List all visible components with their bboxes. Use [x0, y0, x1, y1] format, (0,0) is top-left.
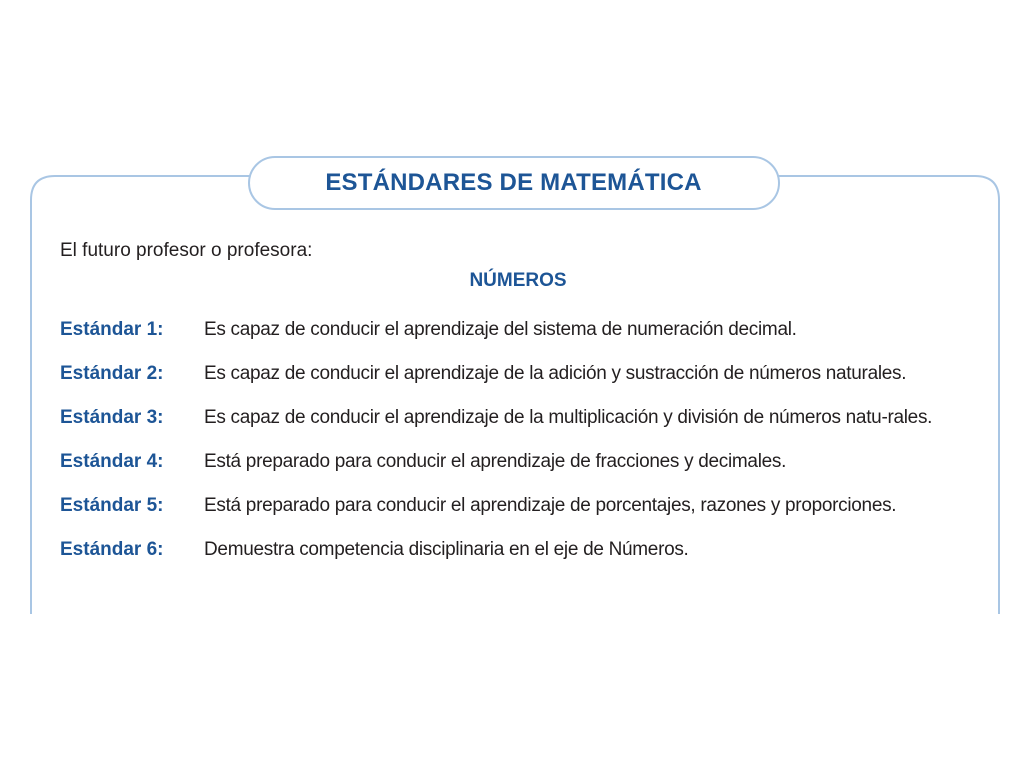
standard-label: Estándar 5:: [60, 495, 164, 516]
standard-label: Estándar 1:: [60, 319, 164, 340]
standard-row: [60, 315, 990, 345]
standard-label: Estándar 2:: [60, 363, 164, 384]
standard-row: [60, 359, 990, 389]
section-title: NÚMEROS: [469, 270, 567, 291]
standard-row: [60, 491, 990, 521]
standard-text: Es capaz de conducir el aprendizaje del sistema de numeración decimal.: [204, 319, 797, 340]
standards-list: [60, 315, 990, 579]
standard-text: Demuestra competencia disciplinaria en el eje de Números.: [204, 539, 689, 560]
document-title: ESTÁNDARES DE MATEMÁTICA: [325, 169, 702, 196]
standard-row: [60, 535, 990, 565]
standard-label: Estándar 6:: [60, 539, 164, 560]
standard-label: Estándar 4:: [60, 451, 164, 472]
standard-label: Estándar 3:: [60, 407, 164, 428]
title-banner: [248, 157, 779, 209]
standard-text: Es capaz de conducir el aprendizaje de la adición y sustracción de números naturales.: [204, 363, 907, 384]
intro-text: El futuro profesor o profesora:: [60, 240, 313, 261]
standard-text: Es capaz de conducir el aprendizaje de la multiplicación y división de números natu-rales.: [204, 407, 933, 428]
standard-text: Está preparado para conducir el aprendizaje de porcentajes, razones y proporciones.: [204, 495, 897, 516]
standard-text: Está preparado para conducir el aprendizaje de fracciones y decimales.: [204, 451, 787, 472]
standard-row: [60, 447, 990, 477]
standard-row: [60, 403, 990, 433]
